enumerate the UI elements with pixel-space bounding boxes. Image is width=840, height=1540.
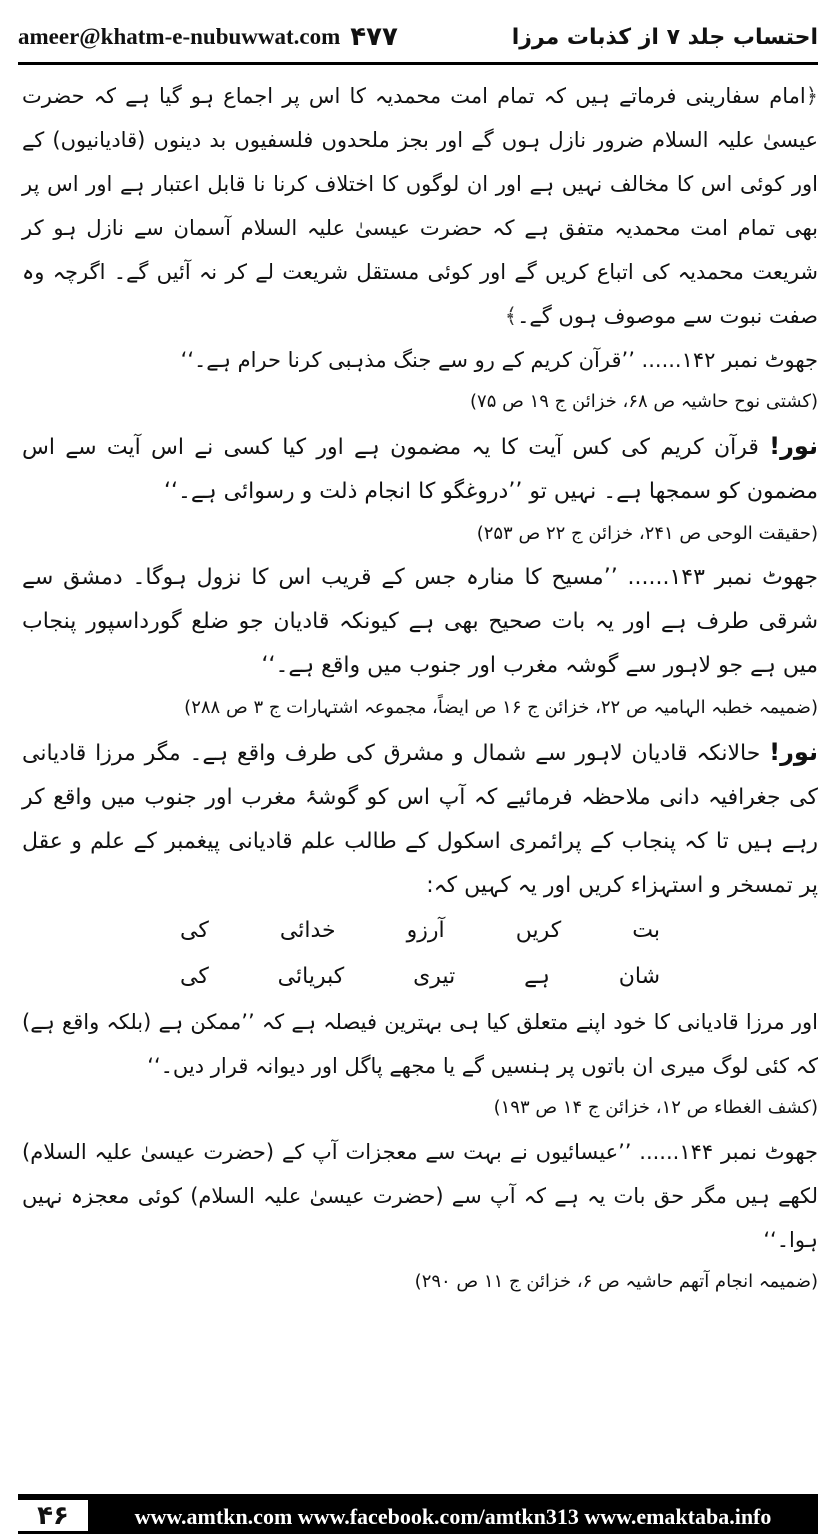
footer-links[interactable]: www.amtkn.com www.facebook.com/amtkn313 www.emaktaba.info	[88, 1494, 818, 1534]
verse-word: کی	[180, 964, 209, 989]
verse-word: بت	[632, 918, 660, 943]
noor-label: نور!	[769, 738, 818, 766]
noor-text: قرآن کریم کی کس آیت کا یہ مضمون ہے اور کیا کسی نے اس آیت سے اس مضمون کو سمجھا ہے۔ نہیں تو ’’دروغگو کا انجام ذلت و رسوائی ہے۔‘‘	[22, 435, 818, 504]
noor-label: نور!	[769, 432, 818, 460]
verse-word: خدائی	[279, 918, 336, 943]
flower-bracket-close: ﴾	[504, 304, 518, 328]
verse-line-1	[180, 908, 660, 954]
reference-kashf: (کشف الغطاء ص ۱۲، خزائن ج ۱۴ ص ۱۹۳)	[493, 1097, 818, 1118]
verse-word: کریں	[515, 918, 562, 943]
lie-143: جھوٹ نمبر ۱۴۳...... ’’مسیح کا منارہ جس کے قریب اس کا نزول ہوگا۔ دمشق سے شرقی طرف ہے اور یہ بات صحیح بھی ہے کیونکہ قادیان جو ضلع گورداسپور پنجاب میں ہے جو لاہور سے گوشہ مغرب اور جنوب میں واقع ہے۔‘‘	[22, 565, 818, 678]
page-number: ۴۷۷	[350, 22, 398, 52]
page-footer	[18, 1494, 818, 1534]
flower-bracket-open: ﴿	[805, 84, 818, 108]
reference-142: (کشتی نوح حاشیہ ص ۶۸، خزائن ج ۱۹ ص ۷۵)	[470, 391, 818, 412]
verse-word: آرزو	[406, 918, 445, 943]
noor-paragraph-1	[22, 424, 818, 514]
lie-142: جھوٹ نمبر ۱۴۲...... ’’قرآن کریم کے رو سے جنگ مذہبی کرنا حرام ہے۔‘‘	[180, 348, 818, 372]
noor-text: حالانکہ قادیان لاہور سے شمال و مشرق کی طرف واقع ہے۔ مگر مرزا قادیانی کی جغرافیہ دانی ملاحظہ فرمائیے کہ آپ اس کو گوشۂ مغرب اور جنوب میں واقع کر رہے ہیں تا کہ پنجاب کے پرائمری اسکول کے طالب علم قادیانی پیغمبر کے علم و عقل پر تمسخر و استہزاء کریں اور یہ کہیں کہ:	[22, 741, 818, 898]
verse-word: ہے	[524, 964, 550, 989]
verse-word: کی	[180, 918, 209, 943]
paragraph-imam-safarini	[22, 74, 818, 338]
verse-word: تیری	[413, 964, 456, 989]
page-body	[22, 74, 818, 1304]
book-title: احتساب جلد ۷ از کذبات مرزا	[511, 24, 818, 50]
verse-line-2	[180, 954, 660, 1000]
header-left	[18, 22, 398, 52]
verse-word: شان	[618, 964, 660, 989]
verse-word: کبریائی	[277, 964, 345, 989]
reference-143: (ضمیمہ خطبہ الہامیہ ص ۲۲، خزائن ج ۱۶ ص ایضاً، مجموعہ اشتہارات ج ۳ ص ۲۸۸)	[184, 697, 818, 718]
page-header	[18, 12, 818, 65]
reference-haqiqat: (حقیقت الوحی ص ۲۴۱، خزائن ج ۲۲ ص ۲۵۳)	[476, 523, 818, 544]
paragraph-mirza: اور مرزا قادیانی کا خود اپنے متعلق کیا ہی بہترین فیصلہ ہے کہ ’’ممکن ہے (بلکہ واقع ہے) کہ کئی لوگ میری ان باتوں پر ہنسیں گے یا مجھے پاگل اور دیوانہ قرار دیں۔‘‘	[22, 1010, 818, 1078]
reference-144: (ضمیمہ انجام آتھم حاشیہ ص ۶، خزائن ج ۱۱ ص ۲۹۰)	[414, 1271, 818, 1292]
lie-144: جھوٹ نمبر ۱۴۴...... ’’عیسائیوں نے بہت سے معجزات آپ کے (حضرت عیسیٰ علیہ السلام) لکھے ہیں مگر حق بات یہ ہے کہ آپ سے (حضرت عیسیٰ علیہ السلام) کوئی معجزہ نہیں ہوا۔‘‘	[22, 1140, 819, 1252]
paragraph-text: امام سفارینی فرماتے ہیں کہ تمام امت محمدیہ کا اس پر اجماع ہو گیا ہے کہ حضرت عیسیٰ علیہ السلام ضرور نازل ہوں گے اور بجز ملحدوں فلسفیوں بد دینوں (قادیانیوں) کے اور کوئی اس کا مخالف نہیں ہے اور ان لوگوں کا اختلاف کرنا نا قابل اعتبار ہے اور اس پر بھی تمام امت محمدیہ متفق ہے کہ حضرت عیسیٰ علیہ السلام آسمان سے نازل ہو کر شریعت محمدیہ کی اتباع کریں گے اور کوئی مستقل شریعت لے کر نہ آئیں گے۔ اگرچہ وہ صفت نبوت سے موصوف ہوں گے۔	[22, 84, 818, 328]
email-address[interactable]: ameer@khatm-e-nubuwwat.com	[18, 24, 341, 49]
noor-paragraph-2	[22, 730, 818, 908]
footer-page-number: ۴۶	[18, 1494, 88, 1534]
